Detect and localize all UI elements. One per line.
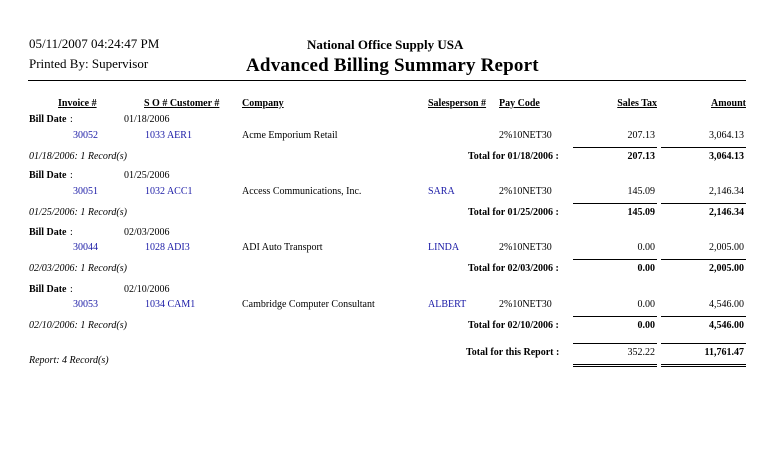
bill-date-value: 01/25/2006	[124, 170, 170, 181]
subtotal-rule	[661, 147, 746, 148]
report-total-tax: 352.22	[627, 347, 655, 358]
pay-code-cell: 2%10NET30	[499, 299, 552, 310]
group-total-amount: 2,146.34	[709, 207, 744, 218]
invoice-number[interactable]: 30044	[73, 242, 98, 253]
report-total-amount: 11,761.47	[704, 347, 744, 358]
so-customer-number[interactable]: 1032 ACC1	[145, 186, 193, 197]
col-invoice: Invoice #	[58, 98, 97, 109]
group-record-count: 02/03/2006: 1 Record(s)	[29, 263, 127, 274]
subtotal-rule	[661, 203, 746, 204]
bill-date-label: Bill Date	[29, 284, 67, 295]
group-record-count: 01/25/2006: 1 Record(s)	[29, 207, 127, 218]
bill-date-value: 02/10/2006	[124, 284, 170, 295]
group-total-label: Total for 02/10/2006 :	[468, 320, 559, 331]
bill-date-label: Bill Date	[29, 114, 67, 125]
group-total-label: Total for 01/25/2006 :	[468, 207, 559, 218]
printed-by: Printed By: Supervisor	[29, 56, 149, 71]
so-customer-number[interactable]: 1028 ADI3	[145, 242, 190, 253]
group-total-amount: 4,546.00	[709, 320, 744, 331]
col-company: Company	[242, 98, 284, 109]
sales-tax-cell: 0.00	[637, 299, 655, 310]
amount-cell: 3,064.13	[709, 130, 744, 141]
col-pay-code: Pay Code	[499, 98, 540, 109]
grand-total-rule	[573, 343, 657, 344]
invoice-number[interactable]: 30051	[73, 186, 98, 197]
invoice-number[interactable]: 30052	[73, 130, 98, 141]
salesperson-cell[interactable]: SARA	[428, 186, 455, 197]
company-cell: Access Communications, Inc.	[242, 186, 362, 197]
pay-code-cell: 2%10NET30	[499, 242, 552, 253]
company-cell: Cambridge Computer Consultant	[242, 299, 375, 310]
group-total-tax: 145.09	[627, 207, 655, 218]
col-sales-tax: Sales Tax	[617, 98, 657, 109]
subtotal-rule	[573, 147, 657, 148]
grand-total-rule	[661, 343, 746, 344]
group-record-count: 02/10/2006: 1 Record(s)	[29, 320, 127, 331]
pay-code-cell: 2%10NET30	[499, 186, 552, 197]
bill-date-colon: :	[70, 170, 73, 181]
group-total-tax: 207.13	[627, 151, 655, 162]
bill-date-colon: :	[70, 114, 73, 125]
report-timestamp: 05/11/2007 04:24:47 PM	[29, 36, 160, 51]
report-title: Advanced Billing Summary Report	[246, 55, 539, 76]
invoice-number[interactable]: 30053	[73, 299, 98, 310]
sales-tax-cell: 0.00	[637, 242, 655, 253]
col-so-customer: S O # Customer #	[144, 98, 220, 109]
subtotal-rule	[573, 316, 657, 317]
col-salesperson: Salesperson #	[428, 98, 487, 109]
group-record-count: 01/18/2006: 1 Record(s)	[29, 151, 127, 162]
group-total-amount: 2,005.00	[709, 263, 744, 274]
group-total-label: Total for 01/18/2006 :	[468, 151, 559, 162]
company-cell: Acme Emporium Retail	[242, 130, 338, 141]
amount-cell: 2,146.34	[709, 186, 744, 197]
sales-tax-cell: 207.13	[627, 130, 655, 141]
grand-total-double-rule	[573, 364, 657, 367]
so-customer-number[interactable]: 1034 CAM1	[145, 299, 196, 310]
subtotal-rule	[573, 259, 657, 260]
pay-code-cell: 2%10NET30	[499, 130, 552, 141]
bill-date-colon: :	[70, 284, 73, 295]
group-total-amount: 3,064.13	[709, 151, 744, 162]
company-cell: ADI Auto Transport	[242, 242, 323, 253]
bill-date-colon: :	[70, 227, 73, 238]
bill-date-label: Bill Date	[29, 170, 67, 181]
header-divider	[28, 80, 746, 81]
company-name: National Office Supply USA	[307, 37, 464, 52]
grand-total-double-rule	[661, 364, 746, 367]
group-total-tax: 0.00	[637, 263, 655, 274]
subtotal-rule	[573, 203, 657, 204]
subtotal-rule	[661, 259, 746, 260]
bill-date-label: Bill Date	[29, 227, 67, 238]
col-amount: Amount	[710, 98, 746, 109]
report-total-label: Total for this Report :	[466, 347, 560, 358]
group-total-label: Total for 02/03/2006 :	[468, 263, 559, 274]
salesperson-cell[interactable]: ALBERT	[428, 299, 467, 310]
amount-cell: 4,546.00	[709, 299, 744, 310]
so-customer-number[interactable]: 1033 AER1	[145, 130, 192, 141]
group-total-tax: 0.00	[637, 320, 655, 331]
amount-cell: 2,005.00	[709, 242, 744, 253]
sales-tax-cell: 145.09	[627, 186, 655, 197]
bill-date-value: 02/03/2006	[124, 227, 170, 238]
bill-date-value: 01/18/2006	[124, 114, 170, 125]
salesperson-cell[interactable]: LINDA	[428, 242, 460, 253]
subtotal-rule	[661, 316, 746, 317]
report-record-count: Report: 4 Record(s)	[29, 355, 109, 366]
